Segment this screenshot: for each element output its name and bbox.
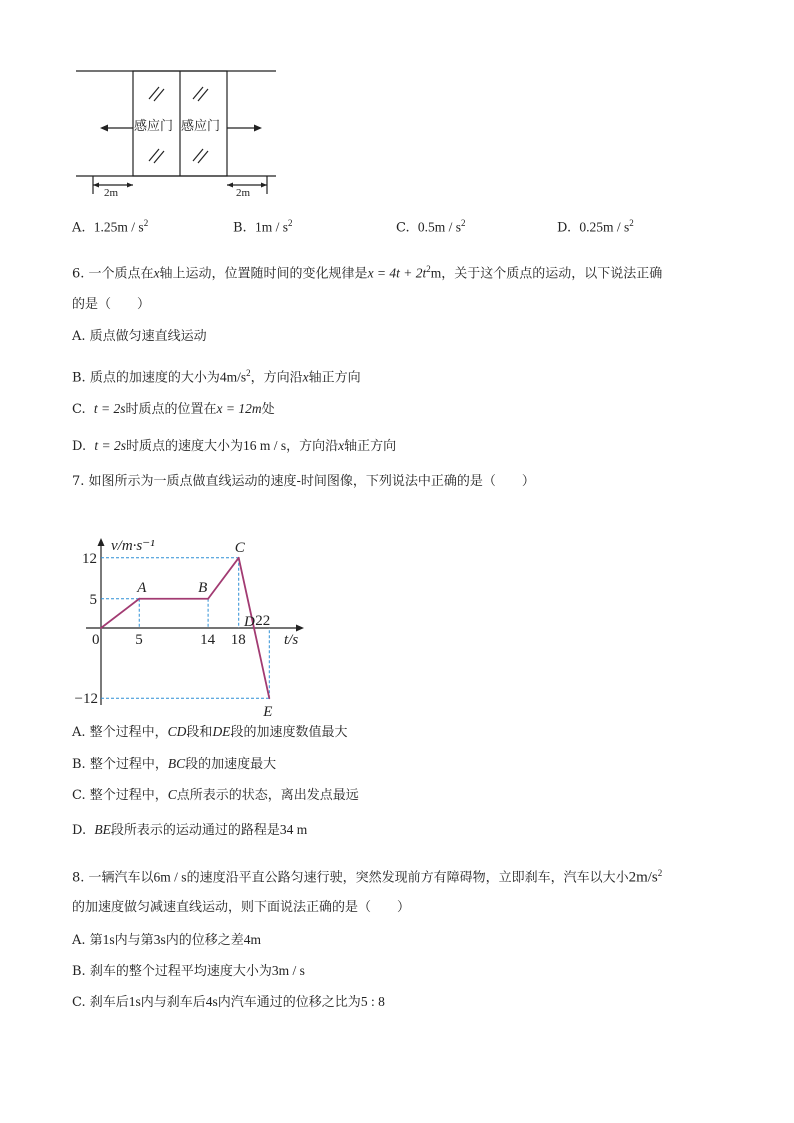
q6-option-b[interactable]: B. 质点的加速度的大小为$4m/s^2$，方向沿x轴正方向 (72, 368, 361, 386)
x-tick-label: 14 (200, 632, 216, 648)
series-segment (101, 599, 139, 628)
q7-option-d[interactable]: D. BE段所表示的运动通过的路程是34 m (72, 822, 308, 838)
series-segment (254, 628, 269, 698)
point-label-d: D (244, 614, 255, 630)
q7-option-c[interactable]: C. 整个过程中，C点所表示的状态，离出发点最远 (72, 787, 359, 803)
y-axis-label: v/m·s⁻¹ (111, 538, 155, 554)
x-tick-label: 5 (135, 632, 143, 648)
point-label-c: C (234, 539, 245, 556)
q5-option-a[interactable]: A. $1.25m / s^2$ (72, 218, 149, 236)
q6-option-d[interactable]: D. t = 2s时质点的速度大小为16 m / s，方向沿x轴正方向 (72, 438, 397, 454)
x-tick-label: 18 (230, 632, 246, 648)
x-tick-label: 22 (255, 613, 271, 629)
point-label-a: A (137, 579, 147, 596)
q6-stem: 6. 一个质点在x轴上运动，位置随时间的变化规律是$x = 4t + 2t^2m$，关于这个质点的运动，以下说法正确 (72, 264, 663, 282)
dim-label-right: 2m (236, 187, 251, 199)
velocity-time-chart (74, 530, 318, 721)
x-axis-label: t/s (284, 632, 299, 648)
q8-option-b[interactable]: B. 刹车的整个过程平均速度大小为3m / s (72, 963, 305, 979)
y-tick-label: 5 (89, 591, 97, 608)
q8-stem-line2: 的加速度做匀减速直线运动，则下面说法正确的是（ ） (72, 900, 411, 915)
y-axis-arrow (98, 538, 105, 546)
x-tick-label: 0 (92, 632, 100, 648)
q5-option-b[interactable]: B. $1m / s^2$ (233, 218, 293, 236)
q8-stem: 8. 一辆汽车以6m / s的速度沿平直公路匀速行驶，突然发现前方有障碍物，立即刹车，汽车以大小$2m/s^2$ (72, 868, 663, 886)
y-tick-label: −12 (74, 691, 98, 708)
door-label-right: 感应门 (181, 119, 221, 134)
door-label-left: 感应门 (134, 119, 174, 134)
q6-option-a[interactable]: A. 质点做匀速直线运动 (72, 329, 207, 344)
door-figure (70, 62, 285, 200)
dim-label-left: 2m (104, 187, 119, 199)
x-axis-arrow (296, 625, 304, 632)
q6-option-c[interactable]: C. t = 2s时质点的位置在x = 12m处 (72, 401, 275, 417)
point-label-b: B (198, 579, 208, 596)
q7-option-a[interactable]: A. 整个过程中，CD段和DE段的加速度数值最大 (72, 724, 348, 740)
point-label-e: E (263, 704, 273, 721)
q6-stem-line2: 的是（ ） (72, 297, 151, 312)
q5-option-d[interactable]: D. $0.25m / s^2$ (557, 218, 634, 236)
q7-stem: 7. 如图所示为一质点做直线运动的速度-时间图像，下列说法中正确的是（ ） (72, 474, 535, 489)
y-tick-label: 12 (82, 550, 97, 567)
q8-option-c[interactable]: C. 刹车后1s内与刹车后4s内汽车通过的位移之比为5 : 8 (72, 994, 385, 1010)
q5-option-c[interactable]: C. $0.5m / s^2$ (396, 218, 466, 236)
q8-option-a[interactable]: A. 第1s内与第3s内的位移之差4m (72, 932, 261, 948)
q7-option-b[interactable]: B. 整个过程中，BC段的加速度最大 (72, 756, 277, 772)
series-segment (208, 558, 239, 599)
